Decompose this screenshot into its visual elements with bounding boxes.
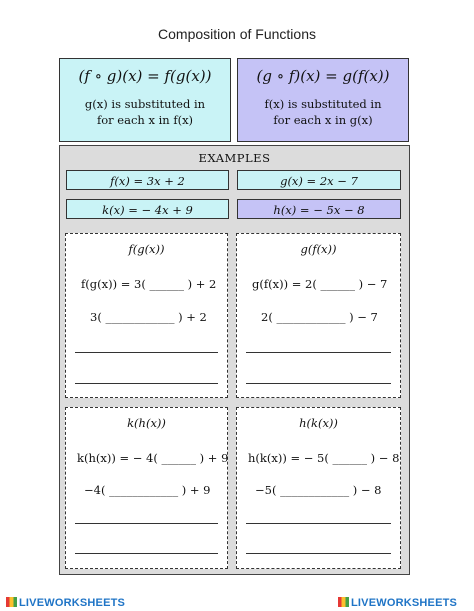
definition-g-of-f [237,58,409,142]
definition-f-of-g [59,58,231,142]
card-title: k(h(x)) [127,416,166,430]
answer-line[interactable] [246,383,391,384]
definition-desc-line: f(x) is substituted in [264,97,382,111]
definition-desc-line: for each x in g(x) [273,113,373,127]
footer-brand-text: LIVEWORKSHEETS [351,597,458,609]
examples-panel [59,145,410,575]
answer-line[interactable] [75,523,218,524]
answer-line[interactable] [246,553,391,554]
definition-formula: (g ∘ f)(x) = g(f(x)) [256,67,390,85]
answer-line[interactable] [75,383,218,384]
example-card-f-of-g [65,233,228,398]
card-equation-line[interactable]: h(k(x)) = − 5( ______ ) − 8 [248,451,400,465]
function-k-box: k(x) = − 4x + 9 [66,199,229,219]
liveworksheets-logo-icon [6,597,17,607]
card-equation-line[interactable]: −5( ____________ ) − 8 [255,483,382,497]
example-card-h-of-k [236,407,401,569]
card-equation-line[interactable]: g(f(x)) = 2( ______ ) − 7 [252,277,388,291]
card-equation-line[interactable]: −4( ____________ ) + 9 [84,483,211,497]
function-g-box: g(x) = 2x − 7 [237,170,401,190]
card-title: f(g(x)) [128,242,165,256]
footer-brand-right [338,597,457,609]
answer-line[interactable] [246,523,391,524]
footer-brand-text: LIVEWORKSHEETS [19,597,126,609]
definition-formula: (f ∘ g)(x) = f(g(x)) [78,67,212,85]
card-title: h(k(x)) [299,416,338,430]
answer-line[interactable] [75,352,218,353]
function-h-box: h(x) = − 5x − 8 [237,199,401,219]
definition-desc-line: for each x in f(x) [96,113,194,127]
definition-description [238,96,408,128]
card-equation-line[interactable]: k(h(x)) = − 4( ______ ) + 9 [77,451,229,465]
page-title: Composition of Functions [158,26,316,42]
definition-description [60,96,230,128]
answer-line[interactable] [75,553,218,554]
footer-brand-left [6,597,125,609]
answer-line[interactable] [246,352,391,353]
card-equation-line[interactable]: f(g(x)) = 3( ______ ) + 2 [81,277,217,291]
card-title: g(f(x)) [300,242,337,256]
function-f-box: f(x) = 3x + 2 [66,170,229,190]
card-equation-line[interactable]: 2( ____________ ) − 7 [261,310,378,324]
card-equation-line[interactable]: 3( ____________ ) + 2 [90,310,207,324]
liveworksheets-logo-icon [338,597,349,607]
definition-desc-line: g(x) is substituted in [84,97,206,111]
example-card-k-of-h [65,407,228,569]
example-card-g-of-f [236,233,401,398]
examples-heading: EXAMPLES [198,151,271,165]
